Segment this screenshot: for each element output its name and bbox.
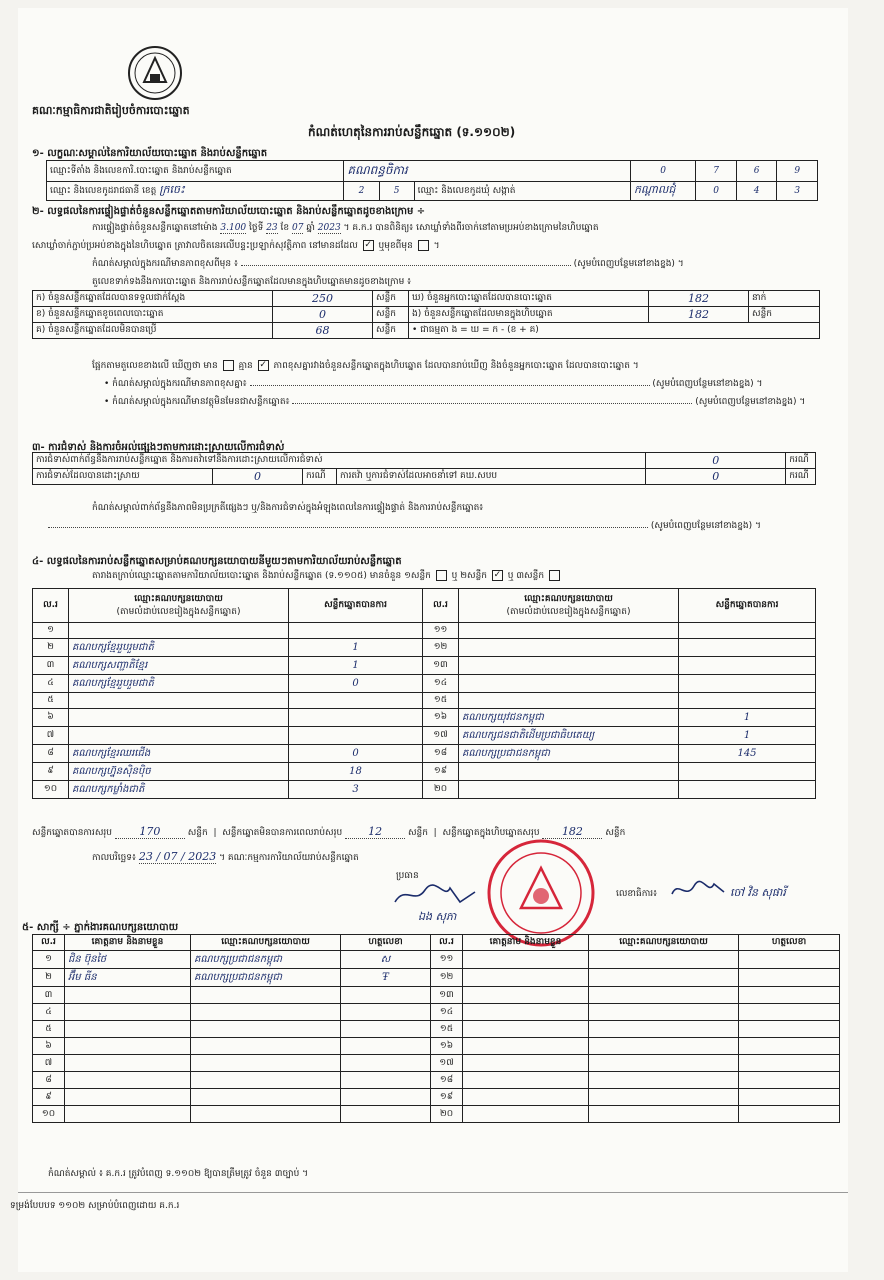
witness-party [589,951,739,969]
witness-name [65,1021,191,1038]
col-party-right-title: ឈ្មោះគណបក្សនយោបាយ [524,593,613,604]
party-name [459,693,679,709]
party-votes: 145 [679,745,816,763]
witness-no: ១៤ [431,1004,463,1021]
table-row [33,1072,840,1089]
witness-no: ១៥ [431,1021,463,1038]
witness-name [65,1055,191,1072]
station-code-4: 9 [777,161,818,182]
consistency-text: ផ្អែកតាមតួលេខខាងលើ ឃើញថា មាន [92,361,218,371]
col-no-left: ល.រ [33,589,69,623]
copies-note: កំណត់សម្គាល់ ៖ គ.ក.រ ត្រូវបំពេញ ទ.១១០២ ឱ្យបានត្រឹមត្រូវ ចំនួន ៣ច្បាប់ ។ [48,1169,309,1179]
witness-party [589,1021,739,1038]
witness-no: ១១ [431,951,463,969]
form-title: កំណត់ហេតុនៃការរាប់សន្លឹកឆ្នោត (ទ.១១០២) [308,125,516,139]
witness-no: ៤ [33,1004,65,1021]
witness-party: គណបក្សប្រជាជនកម្ពុជា [191,951,341,969]
no-difference-checkbox-checked[interactable]: ✓ [259,360,267,370]
party-votes [679,639,816,657]
received-unit: សន្លឹក [373,291,409,307]
party-votes [289,727,423,745]
witness-col-sign-right: ហត្ថលេខា [739,935,840,951]
witness-no: ២ [33,969,65,987]
commune-code-2: 4 [736,182,777,201]
unused-unit: សន្លឹក [373,323,409,339]
figures-intro: តួលេខទាក់ទងនឹងការបោះឆ្នោត និងការរាប់សន្លឹកឆ្នោតដែលមានក្នុងហិបឆ្នោតមានដូចខាងក្រោម ៖ [92,277,412,287]
tally-intro: តារាងតក្រាប់ឈ្មោះឆ្នោតតាមការិយាល័យបោះឆ្នោត និងរាប់សន្លឹកឆ្នោត (ទ.១១០៥) មានចំនួន ១សន្លឹក [92,571,431,581]
table-row [33,969,840,987]
witness-col-name-right: គោត្តនាម និងនាមខ្លួន [463,935,589,951]
unused-label: គ) ចំនួនសន្លឹកឆ្នោតដែលមិនបានប្រើ [33,323,273,339]
row-no: ៤ [33,675,69,693]
section5-heading: ៥- សាក្សី ÷ ភ្នាក់ងារគណបក្សនយោបាយ [22,922,179,933]
three-sheets-label: ឬ ៣សន្លឹក [507,571,545,581]
received-label: ក) ចំនួនសន្លឹកឆ្នោតដែលបានទទួលជាក់ស្ដែង [33,291,273,307]
table-row [33,675,816,693]
station-table [46,160,818,201]
row-no: ២០ [423,781,459,799]
commune-code-3: 3 [777,182,818,201]
party-votes: 1 [289,657,423,675]
party-name [459,675,679,693]
date-end: ។ គណៈកម្មការការិយាល័យរាប់សន្លឹកឆ្នោត [219,853,359,863]
row-no: ១០ [33,781,69,799]
party-votes: 3 [289,781,423,799]
row-no: ៨ [33,745,69,763]
party-votes: 0 [289,675,423,693]
table-row [33,1021,840,1038]
col-votes-left: សន្លឹកឆ្នោតបានការ [289,589,423,623]
witness-no: ១៨ [431,1072,463,1089]
party-votes [679,781,816,799]
table-row [33,1004,840,1021]
witness-party [589,1106,739,1123]
party-votes [679,657,816,675]
formula-label: • ជាធម្មតា ង = ឃ = ក - (ខ + គ) [409,323,820,339]
verification-text: ការផ្ទៀងផ្ទាត់ចំនួនសន្លឹកឆ្នោតនៅម៉ោង [92,223,218,233]
intact-checkbox-checked[interactable]: ✓ [364,240,372,250]
witness-party [191,1038,341,1055]
witness-signature: ស [341,951,431,969]
two-sheets-label: ឬ ២សន្លឹក [451,571,488,581]
verification-day: 23 [266,223,278,233]
district-value: ក្រចេះ [159,183,185,196]
party-name [459,781,679,799]
witness-no: ១០ [33,1106,65,1123]
party-name: គណបក្សយុវជនកម្ពុជា [459,709,679,727]
witness-party [589,1004,739,1021]
table-row [33,657,816,675]
witness-signature [739,1004,840,1021]
witness-signature [739,969,840,987]
witness-name [463,1089,589,1106]
witness-no: ៥ [33,1021,65,1038]
difference-note-line [92,258,684,271]
two-sheets-checkbox-checked[interactable]: ✓ [493,570,502,580]
witness-signature [341,1055,431,1072]
witness-party [191,1004,341,1021]
witness-signature [341,987,431,1004]
witness-name [463,969,589,987]
witness-no: ២០ [431,1106,463,1123]
objections-label: ការជំទាស់ពាក់ព័ន្ធនឹងការរាប់សន្លឹកឆ្នោត និងការតវ៉ាទៅនឹងការដោះស្រាយលើការជំទាស់ [33,453,646,469]
commune-code-1: 0 [696,182,737,201]
month-label: ខែ [280,223,290,233]
witness-name [463,1106,589,1123]
date-label: កាលបរិច្ឆេទ៖ [92,853,136,863]
witness-col-no-left: ល.រ [33,935,65,951]
irregularity-fill-line [48,520,761,533]
party-votes [289,623,423,639]
table-row [33,639,816,657]
difference-note2 [104,378,763,391]
totals-line: សន្លឹកឆ្នោតបានការសរុប 170 សន្លឹក | សន្លឹកឆ្នោតមិនបានការពេលរាប់សរុប 12 សន្លឹក | សន្លឹកឆ្នោតក្នុងហិបឆ្នោតសរុប 182 សន្លឹក [32,825,626,838]
col-party-left [69,589,289,623]
party-name: គណបក្សហ្វ៊ុនស៊ិនប៉ិច [69,763,289,781]
row-no: ៣ [33,657,69,675]
witness-party [191,1106,341,1123]
witness-signature [739,1089,840,1106]
witness-signature [739,1055,840,1072]
witness-signature [739,951,840,969]
three-sheets-checkbox[interactable] [549,570,560,581]
witness-name [463,1055,589,1072]
difference-note2-label: • កំណត់សម្គាល់ក្នុងករណីមានភាពខុសគ្នា៖ [104,379,247,389]
total-label: សន្លឹកឆ្នោតក្នុងហិបឆ្នោតសរុប [442,828,540,838]
witness-party [191,1021,341,1038]
witness-no: ១៩ [431,1089,463,1106]
witness-signature [341,1089,431,1106]
col-party-right-sub: (តាមលំដាប់លេខរៀងក្នុងសន្លឹកឆ្នោត) [506,606,631,617]
table-row [33,781,816,799]
witness-party: គណបក្សប្រជាជនកម្ពុជា [191,969,341,987]
witness-no: ៩ [33,1089,65,1106]
difference-note-fill: (សូមបំពេញបន្ថែមនៅខាងខ្នង) ។ [573,259,684,269]
section2-heading: ២- លទ្ធផលនៃការផ្ទៀងផ្ទាត់ចំនួនសន្លឹកឆ្នោតតាមការិយាល័យបោះឆ្នោត និងរាប់សន្លឹកឆ្នោតដូចខាងក្រោម ÷ [32,206,426,217]
table-row [33,745,816,763]
district-label: ឈ្មោះ និងលេខកូដរាជធានី ខេត្ត [50,186,157,196]
witness-no: ១៧ [431,1055,463,1072]
party-name [69,693,289,709]
section3-heading: ៣- ការជំទាស់ និងការចំអល់ផ្សេងៗតាមការដោះស្រាយលើការជំទាស់ [32,442,285,453]
voters-label: ឃ) ចំនួនអ្នកបោះឆ្នោតដែលបានបោះឆ្នោត [409,291,649,307]
table-row [33,709,816,727]
spoiled-unit: សន្លឹក [373,307,409,323]
party-name: គណបក្សប្រជាជនកម្ពុជា [459,745,679,763]
district-code-2: 5 [379,182,414,201]
station-code-3: 6 [736,161,777,182]
witness-signature: Ŧ [341,969,431,987]
row-no: ៩ [33,763,69,781]
party-votes: 0 [289,745,423,763]
party-name [459,657,679,675]
no-difference-label: គ្មាន [238,361,253,371]
row-no: ១៣ [423,657,459,675]
row-no: ១១ [423,623,459,639]
party-votes: 18 [289,763,423,781]
witness-signature [739,987,840,1004]
party-name: គណបក្សសញ្ជាតិខ្មែរ [69,657,289,675]
table-row [33,763,816,781]
witness-signature [739,1072,840,1089]
consistency-line [92,360,639,373]
witness-name: ជិន ប៊ុនថៃ [65,951,191,969]
official-seal-icon [486,838,596,948]
party-name [459,639,679,657]
date-line [92,850,359,865]
valid-total: 170 [115,825,185,839]
chair-name: ឯង សុភា [418,910,457,923]
verification-year: 2023 [317,223,341,233]
station-label: ឈ្មោះទីតាំង និងលេខការិ.បោះឆ្នោត និងរាប់សន្លឹកឆ្នោត [47,161,344,182]
total-unit: សន្លឹក [605,828,626,838]
party-votes [289,709,423,727]
witness-signature [341,1004,431,1021]
foreign-object-label: • កំណត់សម្គាល់ក្នុងករណីមានវត្ថុមិនមែនជាសន្លឹកឆ្នោត៖ [104,397,290,407]
party-votes: 1 [679,727,816,745]
foreign-object-note [104,396,805,409]
resolved-unit: ករណី [303,469,337,485]
table-row [33,727,816,745]
witness-no: ១ [33,951,65,969]
received-value: 250 [273,291,373,307]
chair-signature [390,880,480,910]
year-label: ឆ្នាំ [306,223,315,233]
party-name [69,623,289,639]
row-no: ៧ [33,727,69,745]
party-name [459,623,679,639]
col-party-right [459,589,679,623]
witness-name [65,1072,191,1089]
witness-no: ៧ [33,1055,65,1072]
district-code-1: 2 [344,182,379,201]
row-no: ១៨ [423,745,459,763]
one-sheet-checkbox[interactable] [436,570,447,581]
witness-no: ១៣ [431,987,463,1004]
party-votes [679,693,816,709]
spoiled-value: 0 [273,307,373,323]
witness-name [463,1021,589,1038]
commune-value: កណ្ដាលជុំ [630,182,695,201]
foreign-object-fill: (សូមបំពេញបន្ថែមនៅខាងខ្នង) ។ [695,397,806,407]
objections-unit: ករណី [786,453,816,469]
witness-table [32,934,840,1123]
table-row [33,623,816,639]
witness-no: ៦ [33,1038,65,1055]
seal-check-text: សោឃ្លាំចាក់ភ្ជាប់ប្រអប់ខាងក្នុងនៃហិបឆ្នោត ត្រាវាលចិតនេរលើបន្ទះប្រឡាក់សុវត្ថិភាព នៅមានដដែល [32,241,358,251]
resolved-label: ការជំទាស់ដែលបានដោះស្រាយ [33,469,213,485]
secretary-name: ចៅ វិន សុផារី [730,886,786,899]
party-name [69,709,289,727]
invalid-total: 12 [345,825,405,839]
witness-party [191,1072,341,1089]
table-row [33,951,840,969]
witness-signature [739,1106,840,1123]
row-no: ១ [33,623,69,639]
table-row [33,1089,840,1106]
nec-emblem-icon [126,44,184,102]
witness-party [589,1038,739,1055]
voters-unit: នាក់ [749,291,820,307]
section4-heading: ៤- លទ្ធផលនៃការរាប់សន្លឹកឆ្នោតសម្រាប់គណបក្សនយោបាយនីមួយៗតាមការិយាល័យរាប់សន្លឹកឆ្នោត [32,556,402,567]
witness-col-no-right: ល.រ [431,935,463,951]
seal-check-line [32,240,440,253]
verification-time: 3.100 [220,223,247,233]
escalated-value: 0 [646,469,786,485]
witness-signature [341,1072,431,1089]
witness-signature [341,1038,431,1055]
party-votes [679,763,816,781]
witness-no: ៨ [33,1072,65,1089]
spoiled-label: ខ) ចំនួនសន្លឹកឆ្នោតខូចពេលបោះឆ្នោត [33,307,273,323]
party-name: គណបក្សខ្មែរឈរជើង [69,745,289,763]
day-label: ថ្ងៃទី [249,223,264,233]
consistency-end: ភាពខុសគ្នារវាងចំនួនសន្លឹកឆ្នោតក្នុងហិបឆ្នោត ដែលបានរាប់ឃើញ និងចំនួនអ្នកបោះឆ្នោត ដែលបានបោះឆ្នោត ។ [273,361,639,371]
party-name: គណបក្សខ្មែររួបរួមជាតិ [69,639,289,657]
witness-signature [341,1106,431,1123]
table-row [33,693,816,709]
secretary-label: លេខាធិការ៖ [616,889,658,899]
valid-unit: សន្លឹក [187,828,208,838]
invalid-unit: សន្លឹក [407,828,428,838]
witness-name [65,1038,191,1055]
secretary-signature [668,876,728,904]
party-votes: 1 [289,639,423,657]
valid-label: សន្លឹកឆ្នោតបានការសរុប [32,828,112,838]
witness-party [589,1089,739,1106]
party-votes [679,623,816,639]
witness-col-name-left: គោត្តនាម និងនាមខ្លួន [65,935,191,951]
table-row [33,1055,840,1072]
col-votes-right: សន្លឹកឆ្នោតបានការ [679,589,816,623]
party-name: គណបក្សជនជាតិដើមប្រជាធិបតេយ្យ [459,727,679,745]
station-code-1: 0 [630,161,695,182]
table-row [33,987,840,1004]
verification-line [92,222,599,235]
table-row [33,1038,840,1055]
escalated-label: ការតវ៉ា ឬការជំទាស់ដែលអាចនាំទៅ គឃ.សបប [337,469,646,485]
objections-table [32,452,816,485]
witness-col-party-left: ឈ្មោះគណបក្សនយោបាយ [191,935,341,951]
inbox-unit: សន្លឹក [749,307,820,323]
objections-value: 0 [646,453,786,469]
col-party-left-sub: (តាមលំដាប់លេខរៀងក្នុងសន្លឹកឆ្នោត) [116,606,241,617]
party-name [69,727,289,745]
witness-no: ១៦ [431,1038,463,1055]
col-no-right: ល.រ [423,589,459,623]
unused-value: 68 [273,323,373,339]
resolved-value: 0 [213,469,303,485]
grand-total: 182 [542,825,602,839]
witness-name [65,1004,191,1021]
chair-label: ប្រធាន [396,871,419,881]
witness-party [589,1055,739,1072]
station-code-2: 7 [696,161,737,182]
party-name: គណបក្សកម្លាំងជាតិ [69,781,289,799]
witness-signature [341,1021,431,1038]
row-no: ១៩ [423,763,459,781]
witness-name [463,1004,589,1021]
date-value: 23 / 07 / 2023 [138,850,217,863]
party-votes [679,675,816,693]
has-difference-checkbox[interactable] [223,360,234,371]
row-no: ១៧ [423,727,459,745]
witness-name [463,1038,589,1055]
section1-heading: ១- លក្ខណៈសម្គាល់នៃការិយាល័យបោះឆ្នោត និងរាប់សន្លឹកឆ្នោត [32,148,268,159]
row-no: ២ [33,639,69,657]
ballot-figures-table [32,290,820,339]
station-value: គណពន្ធចិការ [344,161,631,182]
witness-party [589,969,739,987]
commune-label: ឈ្មោះ និងលេខកូដឃុំ សង្កាត់ [417,185,516,196]
witness-party [191,987,341,1004]
period: ។ [433,241,440,251]
row-no: ១៥ [423,693,459,709]
party-votes: 1 [679,709,816,727]
witness-no: ៣ [33,987,65,1004]
witness-col-party-right: ឈ្មោះគណបក្សនយោបាយ [589,935,739,951]
verification-month: 07 [291,223,304,233]
party-votes [289,693,423,709]
voters-value: 182 [649,291,749,307]
irregularity-note: កំណត់សម្គាល់ពាក់ព័ន្ធនឹងភាពមិនប្រក្រតីផ្សេងៗ ឬ/និងការជំទាស់ក្នុងអំឡុងពេលនៃការផ្ទៀងផ្ទាត់ និងការរាប់សន្លឹកឆ្នោត៖ [92,503,484,513]
witness-name [463,987,589,1004]
witness-signature [739,1021,840,1038]
committee-name: គណៈកម្មាធិការជាតិរៀបចំការបោះឆ្នោត [32,104,190,117]
row-no: ១៤ [423,675,459,693]
difference-note-label: កំណត់សម្គាល់ក្នុងករណីមានភាពខុសពីមុន ៖ [92,259,238,269]
witness-signature [739,1038,840,1055]
witness-party [589,1072,739,1089]
witness-party [589,987,739,1004]
col-party-left-title: ឈ្មោះគណបក្សនយោបាយ [134,593,223,604]
witness-name [65,987,191,1004]
row-no: ៥ [33,693,69,709]
witness-name [65,1089,191,1106]
document-page [10,8,848,1272]
party-results-table [32,588,816,799]
invalid-label: សន្លឹកឆ្នោតមិនបានការពេលរាប់សរុប [222,828,343,838]
row-no: ១៦ [423,709,459,727]
witness-name: អ៊ឹម ធីន [65,969,191,987]
witness-no: ១២ [431,969,463,987]
witness-name [463,951,589,969]
irregularity-fill: (សូមបំពេញបន្ថែមនៅខាងខ្នង) ។ [650,521,761,531]
tally-sheets-line [92,570,562,583]
changed-checkbox[interactable] [418,240,429,251]
witness-party [191,1055,341,1072]
inbox-value: 182 [649,307,749,323]
difference-note2-fill: (សូមបំពេញបន្ថែមនៅខាងខ្នង) ។ [652,379,763,389]
escalated-unit: ករណី [786,469,816,485]
row-no: ១២ [423,639,459,657]
form-footer: ទម្រង់បែបបទ ១១០២ សម្រាប់បំពេញដោយ គ.ក.រ [10,1201,180,1211]
changed-label: ឬមុខពីមុន [378,241,413,251]
party-name: គណបក្សខ្មែររួបរួមជាតិ [69,675,289,693]
witness-party [191,1089,341,1106]
inbox-label: ង) ចំនួនសន្លឹកឆ្នោតដែលមានក្នុងហិបឆ្នោត [409,307,649,323]
table-row [33,1106,840,1123]
witness-col-sign-left: ហត្ថលេខា [341,935,431,951]
witness-name [463,1072,589,1089]
party-name [459,763,679,781]
witness-name [65,1106,191,1123]
row-no: ៦ [33,709,69,727]
verification-end: ។ គ.ក.រ បានពិនិត្យ៖ សោឃ្លាំទាំងពីរចាក់នៅតាមប្រអប់ខាងក្រោមនៃហិបឆ្នោត [343,223,599,233]
